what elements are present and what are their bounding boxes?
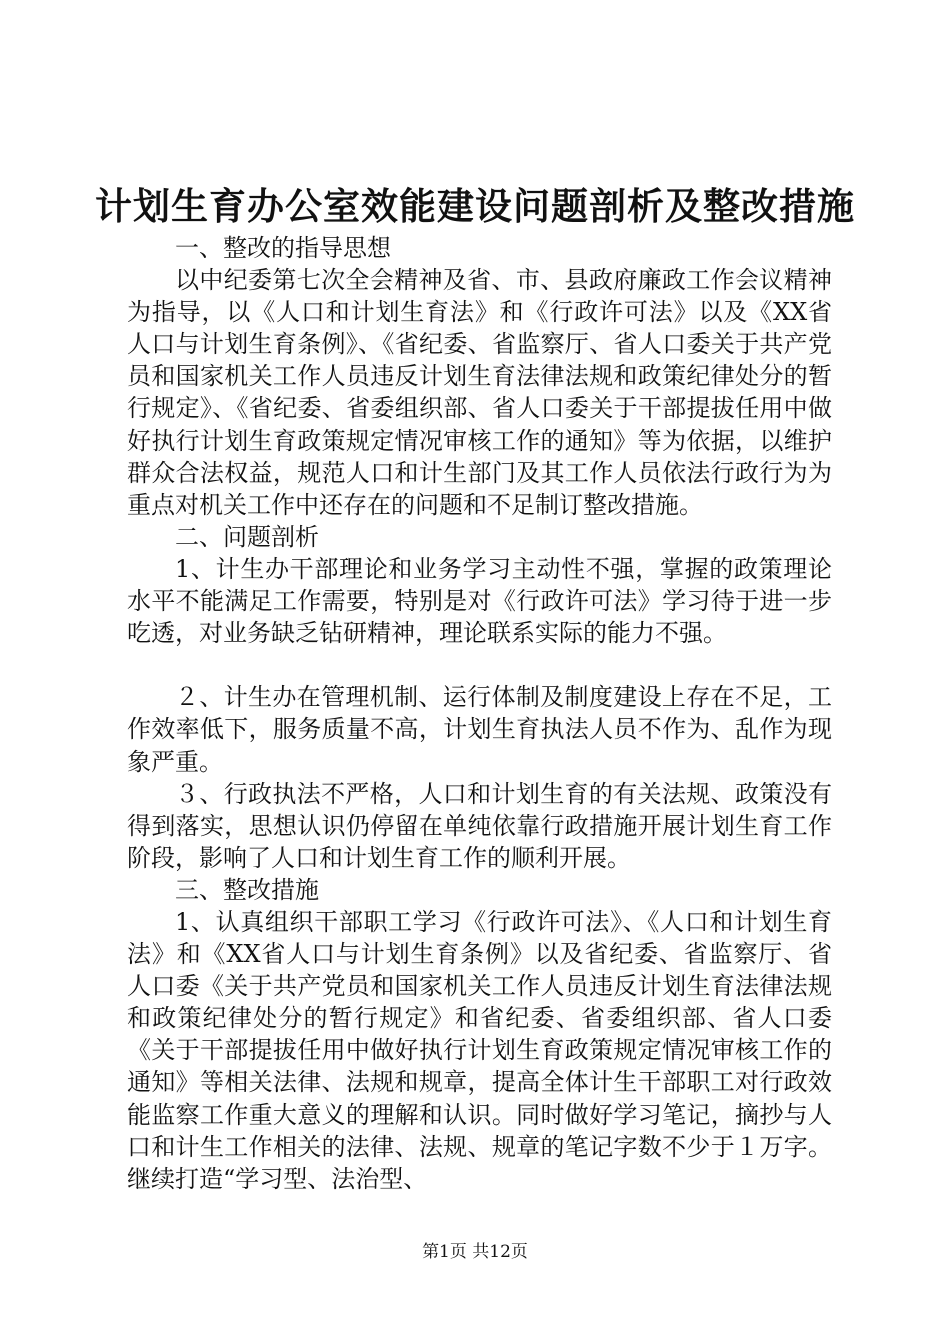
document-title: 计划生育办公室效能建设问题剖析及整改措施 <box>95 184 855 228</box>
page-footer: 第1页 共12页 <box>422 1242 528 1262</box>
paragraph-problem-3: ３、行政执法不严格，人口和计划生育的有关法规、政策没有得到落实，思想认识仍停留在单纯依靠行政措施开展计划生育工作阶段，影响了人口和计划生育工作的顺利开展。 <box>127 779 832 872</box>
section-heading-guiding-thought: 一、整改的指导思想 <box>175 234 391 262</box>
paragraph-rectification-1: 1、认真组织干部职工学习《行政许可法》、《人口和计划生育法》和《XX省人口与计划生育条例》以及省纪委、省监察厅、省人口委《关于共产党员和国家机关工作人员违反计划生育法律法规和政策纪律处分的暂行规定》和省纪委、省委组织部、省人口委《关于干部提拔任用中做好执行计划生育政策规定情况审核工作的通知》等相关法律、法规和规章，提高全体计生干部职工对行政效能监察工作重大意义的理解和认识。同时做好学习笔记，摘抄与人口和计生工作相关的法律、法规、规章的笔记字数不少于１万字。继续打造“学习型、法治型、 <box>127 907 832 1193</box>
paragraph-spacer <box>127 649 832 681</box>
paragraph-guiding-thought: 以中纪委第七次全会精神及省、市、县政府廉政工作会议精神为指导，以《人口和计划生育法》和《行政许可法》以及《XX省人口与计划生育条例》、《省纪委、省监察厅、省人口委关于共产党员和国家机关工作人员违反计划生育法律法规和政策纪律处分的暂行规定》、《省纪委、省委组织部、省人口委关于干部提拔任用中做好执行计划生育政策规定情况审核工作的通知》等为依据，以维护群众合法权益，规范人口和计生部门及其工作人员依法行政行为为重点对机关工作中还存在的问题和不足制订整改措施。 <box>127 266 832 519</box>
section-heading-rectification: 三、整改措施 <box>175 875 319 904</box>
paragraph-problem-1: 1、计生办干部理论和业务学习主动性不强，掌握的政策理论水平不能满足工作需要，特别是对《行政许可法》学习待于进一步吃透，对业务缺乏钻研精神，理论联系实际的能力不强。 <box>127 554 832 648</box>
document-body <box>127 232 832 1195</box>
paragraph-problem-2: ２、计生办在管理机制、运行体制及制度建设上存在不足，工作效率低下，服务质量不高，计划生育执法人员不作为、乱作为现象严重。 <box>127 683 832 776</box>
section-heading-problem-analysis: 二、问题剖析 <box>175 522 319 551</box>
